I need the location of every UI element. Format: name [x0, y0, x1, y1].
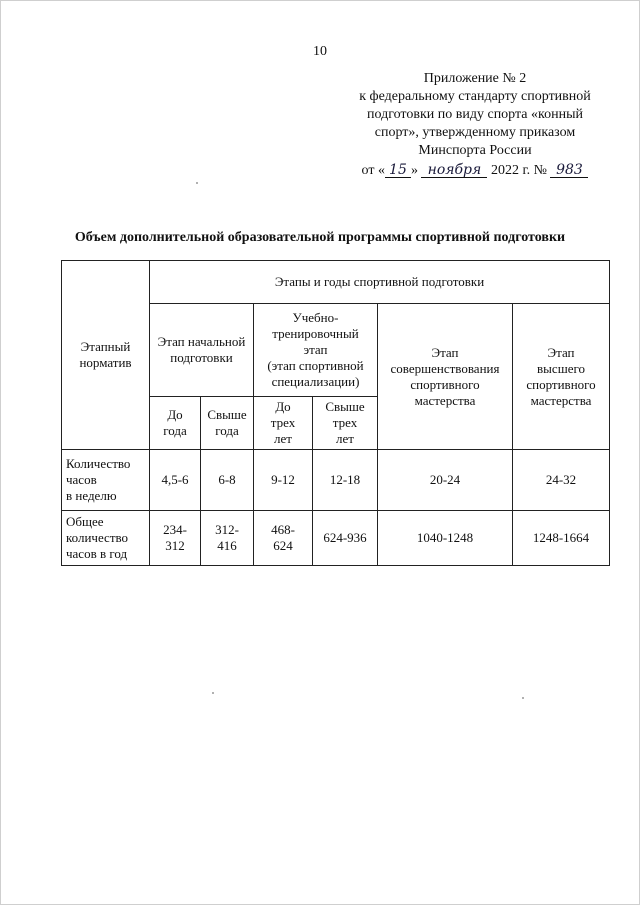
date-mid: »	[410, 163, 418, 178]
value-cell: 1248-1664	[513, 511, 610, 566]
norm-header-cell: Этапный норматив	[62, 261, 150, 450]
page-number: 10	[313, 44, 327, 59]
value-cell: 312- 416	[201, 511, 254, 566]
table-row	[62, 511, 610, 566]
table-row	[62, 450, 610, 511]
year-suffix: 2022 г. №	[490, 163, 547, 178]
appendix-line: Приложение № 2	[423, 71, 527, 86]
appendix-date-line	[335, 162, 615, 180]
program-volume-table	[61, 260, 610, 566]
stage-improvement-cell: Этап совершенствования спортивного мастерства	[378, 304, 513, 450]
value-cell: 9-12	[254, 450, 313, 511]
value-cell: 234- 312	[150, 511, 201, 566]
stage-highest-cell: Этап высшего спортивного мастерства	[513, 304, 610, 450]
value-cell: 624-936	[313, 511, 378, 566]
value-cell: 24-32	[513, 450, 610, 511]
scan-speck	[522, 697, 524, 699]
sub-initial-2-cell: Свыше года	[201, 397, 254, 450]
sub-initial-1-cell: До года	[150, 397, 201, 450]
stages-header-cell: Этапы и годы спортивной подготовки	[150, 261, 610, 304]
appendix-header	[335, 70, 615, 180]
stage-training-cell: Учебно- тренировочный этап (этап спортивной специализации)	[254, 304, 378, 397]
appendix-line: Минспорта России	[418, 143, 532, 158]
date-prefix: от «	[361, 163, 385, 178]
value-cell: 1040-1248	[378, 511, 513, 566]
appendix-line: спорт», утвержденному приказом	[374, 125, 576, 140]
value-cell: 4,5-6	[150, 450, 201, 511]
row-label-cell: Общее количество часов в год	[62, 511, 150, 566]
handwritten-day: 15	[385, 163, 411, 178]
value-cell: 20-24	[378, 450, 513, 511]
appendix-line: к федеральному стандарту спортивной	[359, 89, 591, 104]
scan-speck	[196, 182, 198, 184]
value-cell: 6-8	[201, 450, 254, 511]
document-title: Объем дополнительной образовательной программы спортивной подготовки	[74, 230, 566, 245]
handwritten-month: ноября	[421, 163, 487, 178]
appendix-line: подготовки по виду спорта «конный	[367, 107, 583, 122]
stage-initial-cell: Этап начальной подготовки	[150, 304, 254, 397]
row-label-cell: Количество часов в неделю	[62, 450, 150, 511]
value-cell: 12-18	[313, 450, 378, 511]
handwritten-number: 983	[550, 163, 588, 178]
scan-speck	[212, 692, 214, 694]
table-header-row	[62, 261, 610, 304]
value-cell: 468- 624	[254, 511, 313, 566]
sub-training-1-cell: До трех лет	[254, 397, 313, 450]
sub-training-2-cell: Свыше трех лет	[313, 397, 378, 450]
